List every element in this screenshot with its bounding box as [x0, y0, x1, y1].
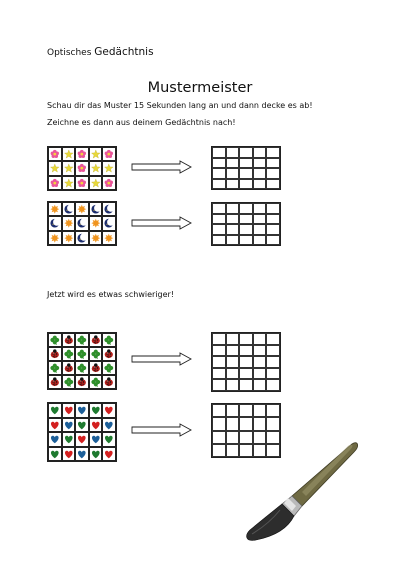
drawing-cell-3-1[interactable]	[212, 356, 226, 368]
red-ladybug-icon	[63, 362, 75, 374]
yellow-star-icon	[90, 148, 102, 160]
navy-moon-icon	[103, 217, 115, 229]
drawing-cell-3-1[interactable]	[212, 431, 226, 444]
pattern-cell-2-1	[48, 161, 62, 175]
drawing-cell-4-1[interactable]	[212, 368, 226, 380]
pattern-cell-2-2	[62, 418, 76, 433]
yellow-star-icon	[49, 162, 61, 174]
red-heart-icon	[90, 419, 102, 432]
instruction-line-1: Schau dir das Muster 15 Sekunden lang an und dann decke es ab!	[47, 101, 313, 110]
navy-moon-icon	[76, 232, 88, 244]
drawing-cell-2-1[interactable]	[212, 158, 226, 169]
drawing-cell-3-3[interactable]	[239, 168, 253, 179]
drawing-cell-2-1[interactable]	[212, 345, 226, 357]
green-heart-icon	[90, 448, 102, 461]
pattern-cell-3-4	[89, 361, 103, 375]
drawing-cell-2-4[interactable]	[253, 214, 267, 225]
green-heart-icon	[49, 448, 61, 461]
exercise-2-pattern-grid	[47, 201, 117, 246]
pink-flower-icon	[103, 177, 115, 189]
pattern-cell-2-2	[62, 347, 76, 361]
pattern-cell-1-1	[48, 202, 62, 216]
orange-sun-icon	[63, 232, 75, 244]
drawing-cell-5-4[interactable]	[253, 379, 267, 391]
pattern-cell-4-1	[48, 447, 62, 462]
drawing-cell-3-2[interactable]	[226, 224, 240, 235]
pattern-cell-1-3	[75, 147, 89, 161]
orange-sun-icon	[49, 203, 61, 215]
green-clover-icon	[90, 348, 102, 360]
red-ladybug-icon	[90, 362, 102, 374]
drawing-cell-2-3[interactable]	[239, 158, 253, 169]
pattern-cell-3-5	[102, 176, 116, 190]
paintbrush-icon	[236, 436, 360, 548]
pattern-cell-1-4	[89, 147, 103, 161]
pattern-cell-2-5	[102, 418, 116, 433]
yellow-star-icon	[63, 177, 75, 189]
drawing-cell-4-5[interactable]	[266, 235, 280, 246]
drawing-cell-4-3[interactable]	[239, 368, 253, 380]
green-clover-icon	[49, 334, 61, 346]
pink-flower-icon	[49, 177, 61, 189]
yellow-star-icon	[63, 162, 75, 174]
pattern-cell-1-5	[102, 147, 116, 161]
pattern-cell-3-3	[75, 361, 89, 375]
drawing-cell-3-5[interactable]	[266, 168, 280, 179]
green-heart-icon	[63, 433, 75, 446]
pattern-cell-2-3	[75, 161, 89, 175]
drawing-cell-5-3[interactable]	[239, 379, 253, 391]
drawing-cell-2-2[interactable]	[226, 417, 240, 430]
pattern-cell-1-2	[62, 202, 76, 216]
drawing-cell-1-4[interactable]	[253, 404, 267, 417]
green-clover-icon	[49, 362, 61, 374]
green-clover-icon	[76, 348, 88, 360]
red-ladybug-icon	[49, 348, 61, 360]
drawing-cell-1-4[interactable]	[253, 333, 267, 345]
pattern-cell-3-5	[102, 432, 116, 447]
pattern-cell-2-4	[89, 161, 103, 175]
drawing-cell-4-3[interactable]	[239, 179, 253, 190]
pattern-cell-2-1	[48, 216, 62, 230]
drawing-cell-3-3[interactable]	[239, 356, 253, 368]
drawing-cell-4-1[interactable]	[212, 444, 226, 457]
green-clover-icon	[63, 348, 75, 360]
pattern-cell-3-3	[75, 231, 89, 245]
pattern-cell-3-2	[62, 231, 76, 245]
navy-moon-icon	[103, 203, 115, 215]
red-ladybug-icon	[90, 334, 102, 346]
pattern-cell-3-5	[102, 361, 116, 375]
drawing-cell-1-2[interactable]	[226, 147, 240, 158]
drawing-cell-1-5[interactable]	[266, 147, 280, 158]
yellow-star-icon	[90, 177, 102, 189]
pattern-cell-4-4	[89, 447, 103, 462]
pattern-cell-1-5	[102, 202, 116, 216]
exercise-3-drawing-grid[interactable]	[211, 332, 281, 392]
exercise-1-pattern-grid	[47, 146, 117, 191]
orange-sun-icon	[76, 203, 88, 215]
drawing-cell-2-3[interactable]	[239, 345, 253, 357]
pattern-cell-3-3	[75, 432, 89, 447]
drawing-cell-1-5[interactable]	[266, 333, 280, 345]
exercise-2-arrow-icon	[131, 216, 193, 230]
pattern-cell-2-3	[75, 216, 89, 230]
drawing-cell-4-4[interactable]	[253, 368, 267, 380]
pattern-cell-4-2	[62, 375, 76, 389]
drawing-cell-4-5[interactable]	[266, 368, 280, 380]
drawing-cell-2-3[interactable]	[239, 214, 253, 225]
pattern-cell-1-4	[89, 202, 103, 216]
red-heart-icon	[49, 419, 61, 432]
pattern-cell-2-3	[75, 418, 89, 433]
pattern-cell-2-5	[102, 161, 116, 175]
green-clover-icon	[76, 334, 88, 346]
pattern-cell-1-3	[75, 202, 89, 216]
orange-sun-icon	[49, 232, 61, 244]
red-ladybug-icon	[103, 348, 115, 360]
drawing-cell-1-3[interactable]	[239, 147, 253, 158]
green-clover-icon	[76, 362, 88, 374]
drawing-cell-2-4[interactable]	[253, 345, 267, 357]
pattern-cell-4-4	[89, 375, 103, 389]
orange-sun-icon	[63, 217, 75, 229]
pattern-cell-1-5	[102, 403, 116, 418]
pattern-cell-1-2	[62, 403, 76, 418]
pattern-cell-4-3	[75, 447, 89, 462]
drawing-cell-1-3[interactable]	[239, 333, 253, 345]
drawing-cell-1-1[interactable]	[212, 404, 226, 417]
category-word-2: Gedächtnis	[94, 46, 154, 58]
blue-heart-icon	[63, 419, 75, 432]
red-ladybug-icon	[63, 334, 75, 346]
pattern-cell-3-2	[62, 432, 76, 447]
exercise-3-arrow-icon	[131, 352, 193, 366]
yellow-star-icon	[63, 148, 75, 160]
pink-flower-icon	[76, 148, 88, 160]
pattern-cell-4-5	[102, 375, 116, 389]
green-heart-icon	[49, 404, 61, 417]
green-heart-icon	[90, 404, 102, 417]
drawing-cell-1-1[interactable]	[212, 203, 226, 214]
pattern-cell-3-2	[62, 361, 76, 375]
pattern-cell-1-2	[62, 333, 76, 347]
pattern-cell-3-2	[62, 176, 76, 190]
pattern-cell-1-3	[75, 403, 89, 418]
blue-heart-icon	[90, 433, 102, 446]
green-clover-icon	[103, 362, 115, 374]
pattern-cell-3-4	[89, 231, 103, 245]
drawing-cell-1-1[interactable]	[212, 333, 226, 345]
drawing-cell-2-4[interactable]	[253, 417, 267, 430]
pattern-cell-1-5	[102, 333, 116, 347]
drawing-cell-1-3[interactable]	[239, 203, 253, 214]
drawing-cell-3-2[interactable]	[226, 356, 240, 368]
pattern-cell-2-4	[89, 347, 103, 361]
drawing-cell-2-2[interactable]	[226, 158, 240, 169]
orange-sun-icon	[90, 217, 102, 229]
drawing-cell-2-2[interactable]	[226, 345, 240, 357]
drawing-cell-3-5[interactable]	[266, 224, 280, 235]
exercise-1-drawing-grid[interactable]	[211, 146, 281, 190]
pattern-cell-1-2	[62, 147, 76, 161]
instruction-line-2: Zeichne es dann aus deinem Gedächtnis nach!	[47, 118, 236, 127]
pattern-cell-2-2	[62, 216, 76, 230]
pattern-cell-3-1	[48, 432, 62, 447]
pattern-cell-3-4	[89, 176, 103, 190]
drawing-cell-2-1[interactable]	[212, 417, 226, 430]
pattern-cell-1-4	[89, 403, 103, 418]
drawing-cell-3-1[interactable]	[212, 224, 226, 235]
drawing-cell-1-2[interactable]	[226, 203, 240, 214]
pattern-cell-2-1	[48, 347, 62, 361]
green-heart-icon	[76, 419, 88, 432]
pattern-cell-3-4	[89, 432, 103, 447]
pink-flower-icon	[76, 162, 88, 174]
pattern-cell-1-4	[89, 333, 103, 347]
drawing-cell-5-2[interactable]	[226, 379, 240, 391]
pattern-cell-2-1	[48, 418, 62, 433]
pattern-cell-1-1	[48, 403, 62, 418]
green-clover-icon	[63, 376, 75, 388]
pattern-cell-2-5	[102, 216, 116, 230]
green-clover-icon	[90, 376, 102, 388]
drawing-cell-2-2[interactable]	[226, 214, 240, 225]
pattern-cell-2-5	[102, 347, 116, 361]
green-heart-icon	[103, 433, 115, 446]
exercise-4-pattern-grid	[47, 402, 117, 462]
drawing-cell-1-2[interactable]	[226, 333, 240, 345]
red-heart-icon	[103, 448, 115, 461]
pattern-cell-4-3	[75, 375, 89, 389]
blue-heart-icon	[76, 404, 88, 417]
red-heart-icon	[63, 404, 75, 417]
drawing-cell-4-2[interactable]	[226, 368, 240, 380]
drawing-cell-3-1[interactable]	[212, 168, 226, 179]
drawing-cell-1-4[interactable]	[253, 147, 267, 158]
pattern-cell-3-1	[48, 231, 62, 245]
harder-section-heading: Jetzt wird es etwas schwieriger!	[47, 290, 175, 299]
worksheet-category	[47, 46, 154, 58]
pink-flower-icon	[76, 177, 88, 189]
exercise-1-arrow-icon	[131, 160, 193, 174]
drawing-cell-1-5[interactable]	[266, 203, 280, 214]
drawing-cell-1-5[interactable]	[266, 404, 280, 417]
exercise-3-pattern-grid	[47, 332, 117, 390]
blue-heart-icon	[49, 433, 61, 446]
pink-flower-icon	[103, 148, 115, 160]
drawing-cell-4-1[interactable]	[212, 179, 226, 190]
navy-moon-icon	[90, 203, 102, 215]
blue-heart-icon	[76, 448, 88, 461]
red-ladybug-icon	[76, 376, 88, 388]
drawing-cell-2-5[interactable]	[266, 158, 280, 169]
pattern-cell-1-1	[48, 333, 62, 347]
drawing-cell-4-2[interactable]	[226, 179, 240, 190]
red-heart-icon	[76, 433, 88, 446]
navy-moon-icon	[63, 203, 75, 215]
pattern-cell-4-5	[102, 447, 116, 462]
drawing-cell-2-4[interactable]	[253, 158, 267, 169]
drawing-cell-2-5[interactable]	[266, 417, 280, 430]
yellow-star-icon	[103, 162, 115, 174]
pattern-cell-1-1	[48, 147, 62, 161]
drawing-cell-2-5[interactable]	[266, 345, 280, 357]
pattern-cell-2-3	[75, 347, 89, 361]
pattern-cell-2-4	[89, 216, 103, 230]
drawing-cell-4-3[interactable]	[239, 235, 253, 246]
exercise-2-drawing-grid[interactable]	[211, 202, 281, 246]
navy-moon-icon	[49, 217, 61, 229]
red-heart-icon	[63, 448, 75, 461]
red-ladybug-icon	[49, 376, 61, 388]
green-clover-icon	[103, 334, 115, 346]
page-title: Mustermeister	[147, 80, 253, 96]
pattern-cell-3-1	[48, 176, 62, 190]
drawing-cell-1-2[interactable]	[226, 404, 240, 417]
drawing-cell-2-3[interactable]	[239, 417, 253, 430]
drawing-cell-3-4[interactable]	[253, 356, 267, 368]
drawing-cell-3-4[interactable]	[253, 168, 267, 179]
pattern-cell-4-1	[48, 375, 62, 389]
pattern-cell-3-3	[75, 176, 89, 190]
drawing-cell-3-3[interactable]	[239, 224, 253, 235]
pattern-cell-2-2	[62, 161, 76, 175]
blue-heart-icon	[103, 419, 115, 432]
orange-sun-icon	[90, 232, 102, 244]
red-ladybug-icon	[103, 376, 115, 388]
drawing-cell-3-5[interactable]	[266, 356, 280, 368]
pattern-cell-3-5	[102, 231, 116, 245]
drawing-cell-2-1[interactable]	[212, 214, 226, 225]
drawing-cell-3-4[interactable]	[253, 224, 267, 235]
pattern-cell-1-3	[75, 333, 89, 347]
drawing-cell-1-1[interactable]	[212, 147, 226, 158]
pattern-cell-3-1	[48, 361, 62, 375]
drawing-cell-5-1[interactable]	[212, 379, 226, 391]
drawing-cell-4-5[interactable]	[266, 179, 280, 190]
drawing-cell-1-3[interactable]	[239, 404, 253, 417]
navy-moon-icon	[76, 217, 88, 229]
pattern-cell-2-4	[89, 418, 103, 433]
orange-sun-icon	[103, 232, 115, 244]
yellow-star-icon	[90, 162, 102, 174]
drawing-cell-4-2[interactable]	[226, 235, 240, 246]
red-heart-icon	[103, 404, 115, 417]
drawing-cell-4-1[interactable]	[212, 235, 226, 246]
category-word-1: Optisches	[47, 48, 92, 58]
drawing-cell-4-4[interactable]	[253, 179, 267, 190]
drawing-cell-1-4[interactable]	[253, 203, 267, 214]
pink-flower-icon	[49, 148, 61, 160]
drawing-cell-3-2[interactable]	[226, 168, 240, 179]
drawing-cell-2-5[interactable]	[266, 214, 280, 225]
pattern-cell-4-2	[62, 447, 76, 462]
drawing-cell-5-5[interactable]	[266, 379, 280, 391]
drawing-cell-4-4[interactable]	[253, 235, 267, 246]
exercise-4-arrow-icon	[131, 423, 193, 437]
